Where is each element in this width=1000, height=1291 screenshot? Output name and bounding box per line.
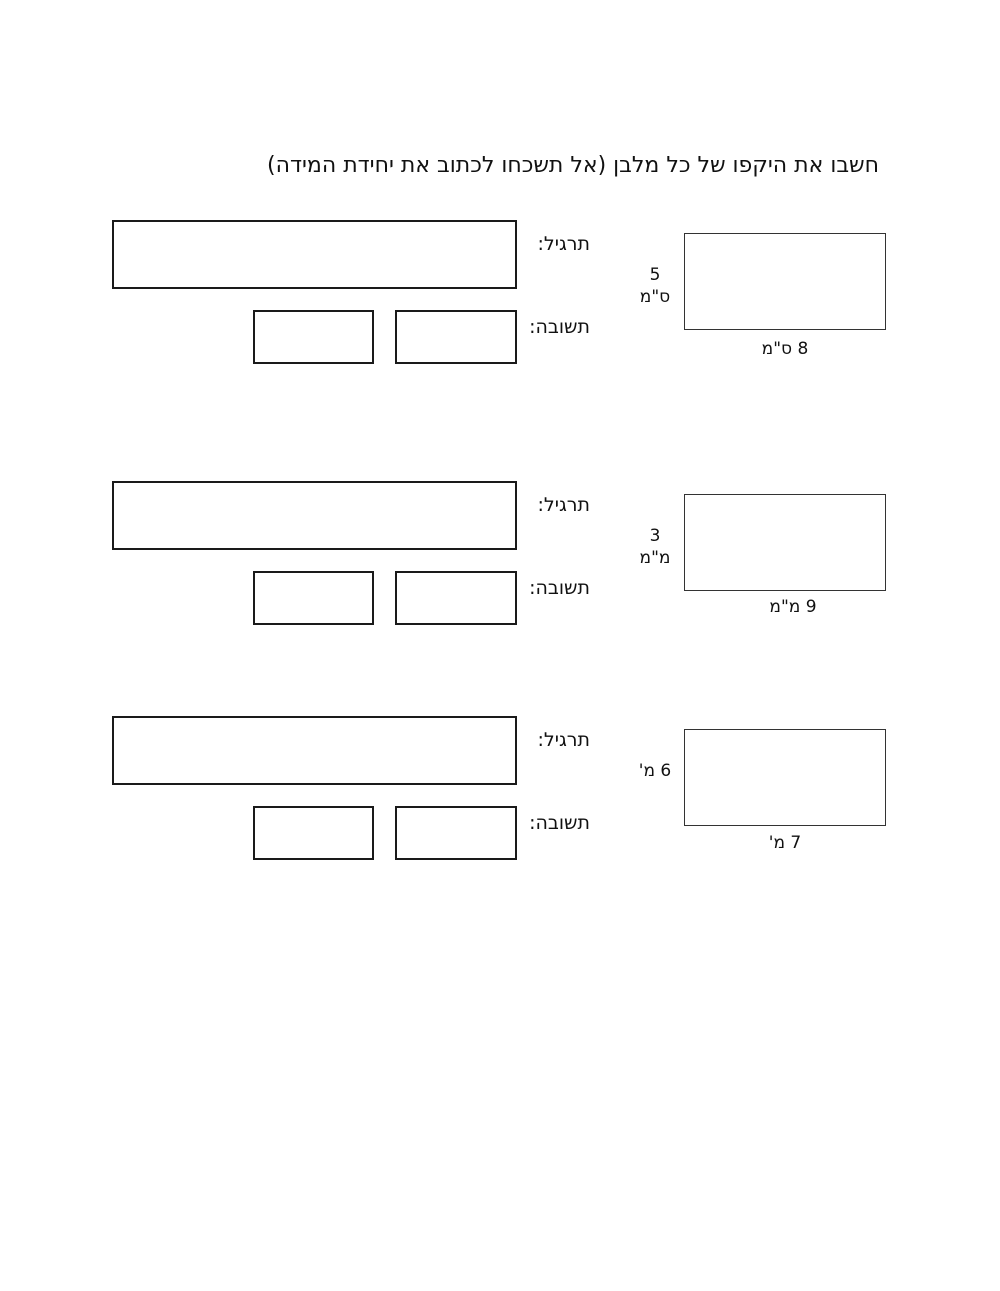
exercise-label-2: תרגיל: [537,494,590,516]
answer-unit-input-3[interactable] [253,806,374,860]
rectangle-shape-2 [684,494,886,591]
bottom-dimension-3: 7 מ' [768,833,802,853]
side-dimension-1: 5 ס"מ [639,265,671,307]
bottom-dimension-2: 9 מ"מ [769,597,817,617]
side-dimension-2: 3 מ"מ [639,526,671,568]
answer-label-2: תשובה: [529,577,590,599]
side-dimension-3: 6 מ' [638,761,672,781]
exercise-input-3[interactable] [112,716,517,785]
answer-value-input-1[interactable] [395,310,517,364]
exercise-input-2[interactable] [112,481,517,550]
exercise-label-1: תרגיל: [537,233,590,255]
answer-unit-input-2[interactable] [253,571,374,625]
answer-value-input-3[interactable] [395,806,517,860]
worksheet-title: חשבו את היקפו של כל מלבן (אל תשכחו לכתוב את יחידת המידה) [267,153,879,178]
exercise-label-3: תרגיל: [537,729,590,751]
rectangle-shape-1 [684,233,886,330]
answer-unit-input-1[interactable] [253,310,374,364]
answer-label-1: תשובה: [529,316,590,338]
exercise-input-1[interactable] [112,220,517,289]
answer-label-3: תשובה: [529,812,590,834]
rectangle-shape-3 [684,729,886,826]
answer-value-input-2[interactable] [395,571,517,625]
bottom-dimension-1: 8 ס"מ [761,339,809,359]
